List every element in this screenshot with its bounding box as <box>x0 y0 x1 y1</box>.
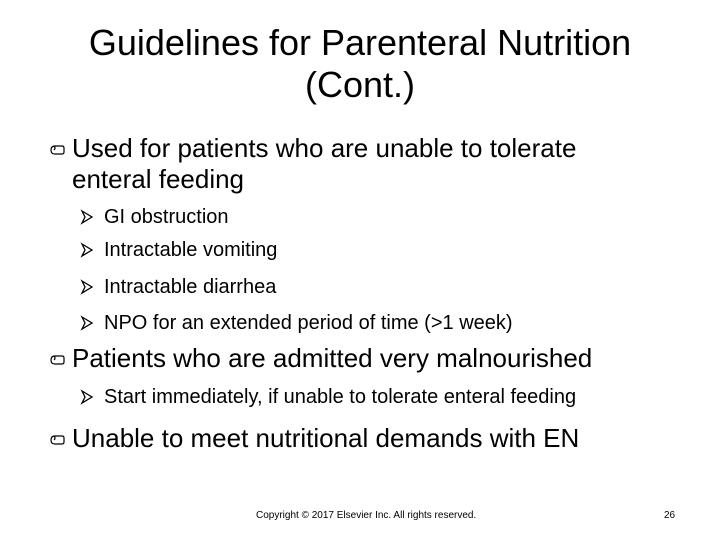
bullet-text: Unable to meet nutritional demands with EN <box>72 423 580 453</box>
slide-title-line-2: (Cont.) <box>304 64 416 105</box>
sub-bullet-text: Start immediately, if unable to tolerate enteral feeding <box>104 386 577 408</box>
slide-title <box>0 22 720 106</box>
page-number: 26 <box>664 510 676 521</box>
sub-bullet-text: Intractable vomiting <box>104 239 278 261</box>
scroll-bullet-icon <box>48 423 68 454</box>
arrow-bullet-icon <box>80 237 94 263</box>
arrow-bullet-icon <box>80 310 94 336</box>
sub-bullet-text: GI obstruction <box>104 206 229 228</box>
slide-title-line-1: Guidelines for Parenteral Nutrition <box>88 22 632 63</box>
arrow-bullet-icon <box>80 204 94 230</box>
bullet-text: Used for patients who are unable to tolerate enteral feeding <box>72 133 577 194</box>
footer-copyright: Copyright © 2017 Elsevier Inc. All rights reserved. <box>256 510 477 521</box>
sub-bullet-text: Intractable diarrhea <box>104 276 277 298</box>
sub-bullet-text: NPO for an extended period of time (>1 week) <box>104 312 513 334</box>
scroll-bullet-icon <box>48 133 68 164</box>
arrow-bullet-icon <box>80 384 94 410</box>
bullet-text: Patients who are admitted very malnourished <box>72 343 593 373</box>
scroll-bullet-icon <box>48 343 68 374</box>
arrow-bullet-icon <box>80 274 94 300</box>
